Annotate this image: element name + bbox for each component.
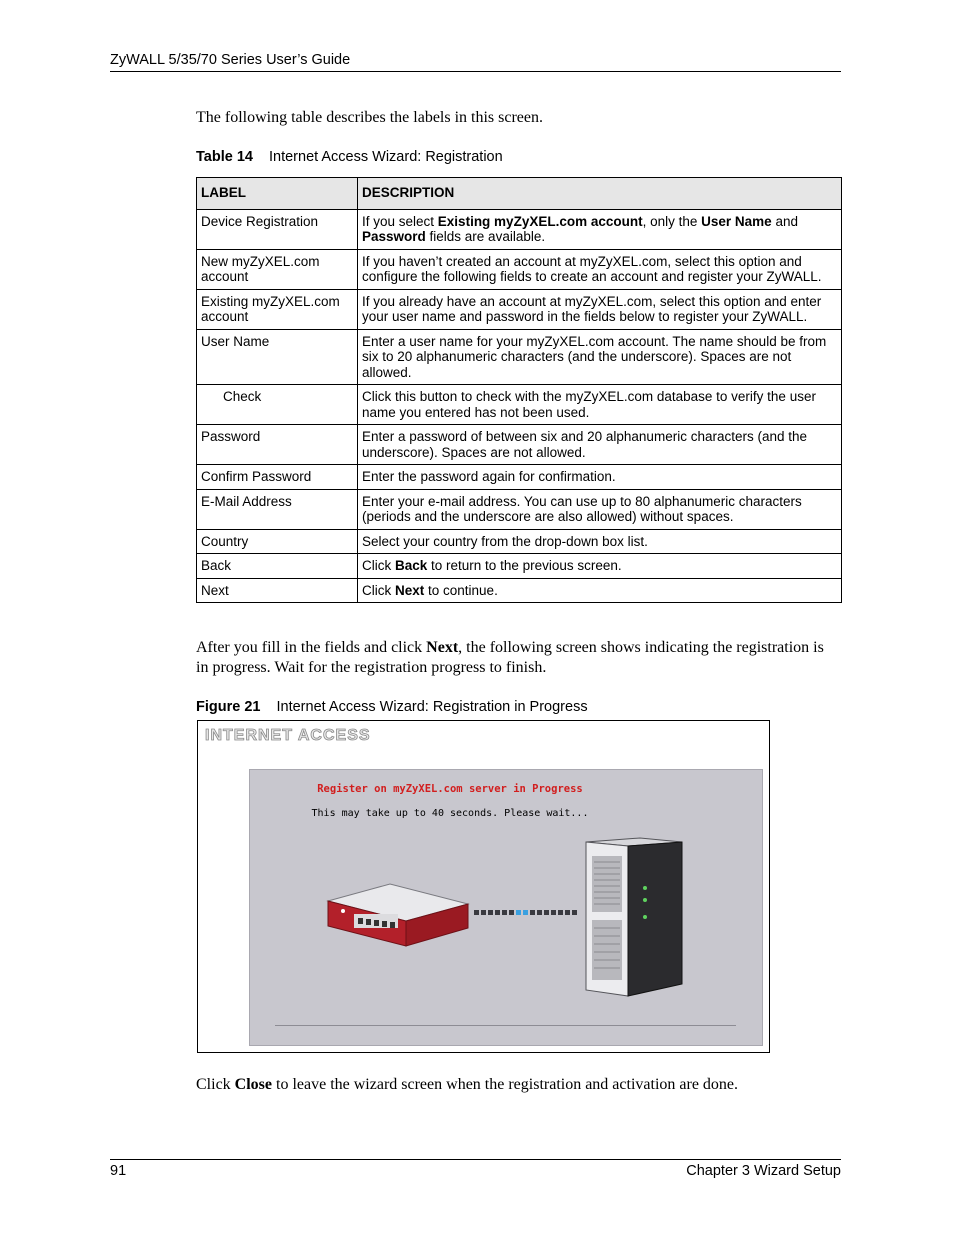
row-description [358,249,842,289]
table-row [197,209,842,249]
chapter-title: Chapter 3 Wizard Setup [686,1163,841,1179]
row-description-text-run: fields are available. [425,229,546,244]
progress-dot [481,910,486,915]
after-paragraph [196,638,836,678]
row-description-text-run: and [771,213,798,229]
status-title: Register on myZyXEL.com server in Progress [317,783,583,795]
row-description-text-run: If you already have an account at myZyXEL.com, select this option and enter your user name and password in the fields below to register your ZyWALL. [362,293,822,324]
figure-caption [196,699,588,715]
table-row [197,529,842,554]
running-header: ZyWALL 5/35/70 Series User’s Guide [110,52,351,68]
progress-dot [572,910,577,915]
progress-dot [530,910,535,915]
table-row [197,385,842,425]
table-caption-text: Internet Access Wizard: Registration [268,149,503,165]
table-row [197,578,842,603]
row-label: Device Registration [197,209,358,249]
row-label: Back [197,554,358,579]
progress-dot [551,910,556,915]
row-description-text-run: Click [362,558,395,573]
row-description-text-run: , only the [642,213,702,229]
row-description-text-run: If you haven’t created an account at myZyXEL.com, select this option and configure the following fields to create an account and register your ZyWALL. [362,253,822,284]
row-description-text-run: Click this button to check with the myZyXEL.com database to verify the user name you entered has not been used. [362,389,816,420]
progress-dot [537,910,542,915]
row-label: New myZyXEL.com account [197,249,358,289]
row-description [358,465,842,490]
row-label: Password [197,425,358,465]
figure-caption-number: Figure 21 [196,699,261,715]
row-label: Country [197,529,358,554]
table-row [197,489,842,529]
header-rule [110,71,841,72]
closing-paragraph-text-run: to leave the wizard screen when the registration and activation are done. [272,1076,739,1093]
row-description [358,489,842,529]
network-illustration [250,770,764,1047]
progress-dot [495,910,500,915]
column-header-label: LABEL [197,178,358,210]
row-description-text-run: If you select [362,213,438,229]
progress-dot [544,910,549,915]
row-description-text-run: Click [362,582,395,598]
progress-dot [565,910,570,915]
row-description [358,209,842,249]
intro-paragraph: The following table describes the labels in this screen. [196,109,544,126]
closing-paragraph-bold-run: Close [234,1076,272,1093]
column-header-description: DESCRIPTION [358,178,842,210]
row-description [358,385,842,425]
row-label: E-Mail Address [197,489,358,529]
screen-title: INTERNET ACCESS [205,727,371,744]
row-description [358,529,842,554]
table-row [197,329,842,385]
status-subtitle: This may take up to 40 seconds. Please wait... [311,808,589,819]
server-icon [586,838,682,996]
progress-dot [516,910,521,915]
row-description-text-run: Select your country from the drop-down box list. [362,533,648,549]
router-icon [328,884,468,946]
progress-dot [509,910,514,915]
label-description-table [196,177,842,603]
after-paragraph-text-run: After you fill in the fields and click [196,639,427,656]
row-label: Confirm Password [197,465,358,490]
table-row [197,425,842,465]
panel-divider [275,1025,736,1026]
row-description-bold-run: Back [395,558,428,573]
closing-paragraph [196,1075,846,1095]
row-description-text-run: Enter your e-mail address. You can use up to 80 alphanumeric characters (periods and the underscore are also allowed) without spaces. [362,493,802,524]
row-label: Existing myZyXEL.com account [197,289,358,329]
row-description-bold-run: Existing myZyXEL.com account [437,213,643,229]
row-description [358,289,842,329]
row-description-text-run: Enter the password again for confirmation. [362,469,616,484]
row-description-text-run: Enter a user name for your myZyXEL.com account. The name should be from six to 20 alphanumeric characters (and the underscore). Spaces are not allowed. [362,333,827,380]
after-paragraph-text-run: , the following screen shows indicating the registration is in progress. Wait for the registration progress to finish. [196,639,824,676]
table-row [197,249,842,289]
row-label: Next [197,578,358,603]
table-row [197,289,842,329]
row-description-text-run: to continue. [424,582,498,598]
row-description-text-run: to return to the previous screen. [427,558,622,573]
progress-dot [488,910,493,915]
table-caption-number: Table 14 [196,149,253,165]
progress-panel [249,769,763,1046]
table-caption [196,149,503,165]
figure-caption-text: Internet Access Wizard: Registration in Progress [276,699,588,715]
progress-dots [474,910,577,915]
row-description [358,329,842,385]
progress-dot [558,910,563,915]
row-description-bold-run: Password [362,229,426,244]
row-description [358,425,842,465]
progress-dot [502,910,507,915]
row-label: Check [197,385,358,425]
row-description-bold-run: User Name [701,213,772,229]
page-number: 91 [110,1163,127,1179]
after-paragraph-bold-run: Next [426,639,459,656]
registration-progress-screenshot [197,720,770,1053]
table-row [197,554,842,579]
row-description [358,554,842,579]
progress-dot [523,910,528,915]
table-row [197,465,842,490]
table-header-row [197,178,842,210]
footer-rule [110,1159,841,1160]
row-description-bold-run: Next [395,582,425,598]
row-label: User Name [197,329,358,385]
row-description-text-run: Enter a password of between six and 20 alphanumeric characters (and the underscore). Spaces are not allowed. [362,429,808,460]
progress-dot [474,910,479,915]
closing-paragraph-text-run: Click [196,1076,235,1093]
row-description [358,578,842,603]
table-body [197,209,842,603]
